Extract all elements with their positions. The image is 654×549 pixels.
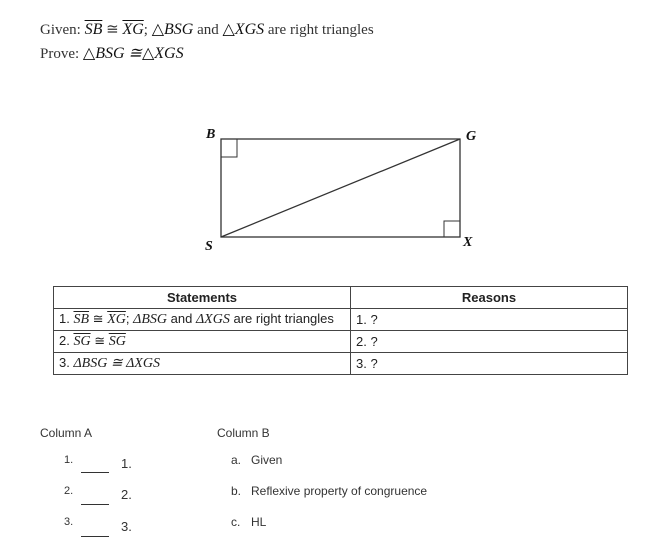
right-angle-mark-b: [221, 139, 237, 157]
given-line: [40, 19, 374, 39]
given-tail: are right triangles: [267, 22, 374, 38]
option-hl: [231, 515, 266, 529]
column-a-item-label: 3.: [121, 519, 132, 534]
option-text: Reflexive property of congruence: [251, 484, 428, 498]
reason-cell: 2. ?: [351, 331, 628, 353]
column-a-number: 2.: [64, 485, 74, 497]
column-b-label: Column B: [217, 426, 270, 440]
and-word: and: [197, 22, 219, 38]
statement-cell: [54, 353, 351, 375]
congruent-symbol: ≅: [92, 311, 104, 326]
congruent-symbol: ≅: [106, 22, 119, 38]
row-number: 1.: [59, 311, 70, 326]
prove-statement: △BSG ≅△XGS: [82, 45, 184, 62]
statement-cell: [54, 331, 351, 353]
option-letter: c.: [231, 515, 241, 529]
segment-sb: $\overline{SB}$: [84, 21, 103, 38]
option-text: HL: [251, 515, 267, 529]
and-word: and: [170, 311, 193, 326]
label-b: B: [206, 127, 216, 142]
answer-blank-3[interactable]: [81, 536, 109, 537]
option-text: Given: [251, 453, 283, 467]
prove-label: Prove:: [40, 46, 80, 62]
column-a-number: 1.: [64, 454, 74, 466]
option-letter: a.: [231, 453, 242, 467]
label-s: S: [205, 239, 213, 254]
option-reflexive: [231, 484, 427, 498]
option-letter: b.: [231, 484, 242, 498]
statement-cell: [54, 309, 351, 331]
prove-line: [40, 43, 184, 63]
segment-sg: $\overline{SG}$: [73, 334, 91, 349]
segment-sb: $\overline{SB}$: [73, 312, 90, 327]
statement-text: ΔBSG ≅ ΔXGS: [73, 356, 160, 371]
segment-xg: $\overline{XG}$: [122, 21, 144, 38]
triangle-bsg: ΔBSG: [133, 312, 167, 327]
proof-table: [53, 286, 628, 375]
right-angle-mark-x: [444, 221, 460, 237]
row-number: 2.: [59, 333, 70, 348]
column-a-item-label: 2.: [121, 487, 132, 502]
reason-cell: 3. ?: [351, 353, 628, 375]
answer-blank-1[interactable]: [81, 472, 109, 473]
reason-cell: 1. ?: [351, 309, 628, 331]
triangle-xgs: △XGS: [222, 21, 265, 38]
table-header-row: [54, 287, 628, 309]
column-a-item-label: 1.: [121, 456, 132, 471]
congruent-symbol: ≅: [94, 333, 106, 348]
statement-tail: are right triangles: [233, 311, 334, 326]
given-label: Given:: [40, 22, 81, 38]
header-reasons: Reasons: [351, 287, 628, 309]
row-number: 3.: [59, 355, 70, 370]
label-x: X: [463, 235, 473, 250]
table-row: [54, 353, 628, 375]
separator: ;: [143, 22, 148, 38]
rectangle-figure: [190, 118, 490, 258]
triangle-bsg: △BSG: [151, 21, 194, 38]
answer-blank-2[interactable]: [81, 504, 109, 505]
column-a-number: 3.: [64, 516, 74, 528]
header-statements: Statements: [54, 287, 351, 309]
triangle-xgs: ΔXGS: [195, 312, 230, 327]
label-g: G: [466, 129, 477, 144]
diagonal-sg: [221, 139, 460, 237]
segment-xg: $\overline{XG}$: [107, 312, 126, 327]
separator: ;: [125, 311, 130, 326]
segment-sg: $\overline{SG}$: [108, 334, 126, 349]
option-given: [231, 453, 282, 467]
table-row: [54, 309, 628, 331]
column-a-label: Column A: [40, 426, 93, 440]
table-row: [54, 331, 628, 353]
